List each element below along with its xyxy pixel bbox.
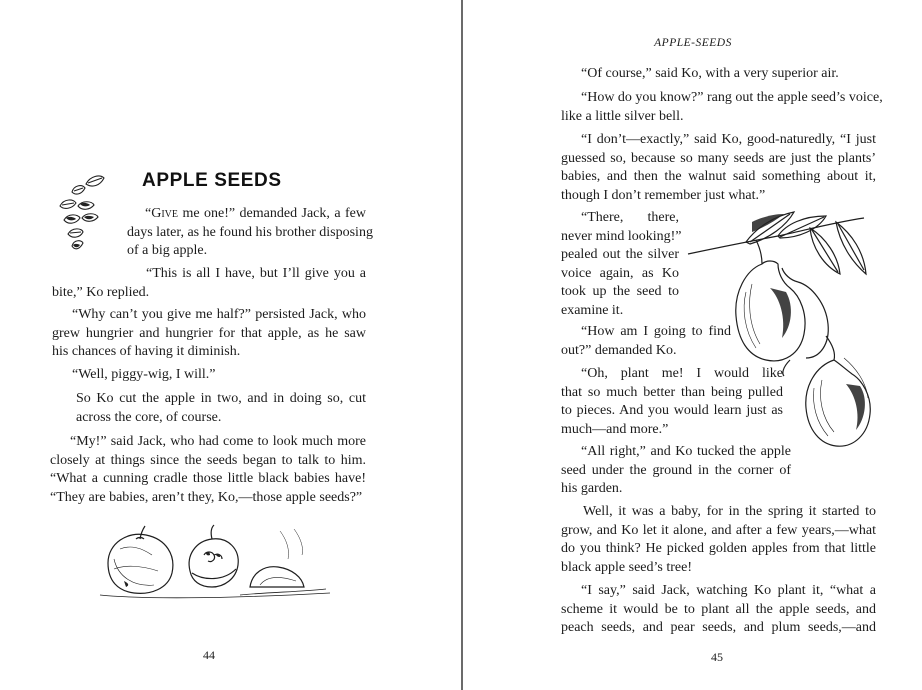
paragraph: Well, it was a baby, for in the spring it started to grow, and Ko let it alone, and after a few years,—what do you think? He picked golden apples from that little black apple seed’s tree! (561, 504, 876, 575)
page-gutter (461, 0, 463, 690)
paragraph: “There, there, never mind looking!” pealed out the silver voice again, as Ko took up the seed to examine it. (561, 210, 682, 318)
paragraph: “Give me one!” demanded Jack, a few days later, as he found his brother disposing of a big apple. (127, 206, 373, 258)
paragraph: “All right,” and Ko tucked the apple seed under the ground in the corner of his garden. (561, 444, 791, 496)
paragraph: “I say,” said Jack, watching Ko plant it, “what a scheme it would be to plant all the apple seeds, and peach seeds, and pear seeds, and plum seeds,—and (561, 583, 876, 635)
right-page (464, 0, 922, 690)
page-number: 44 (203, 648, 215, 662)
apple-seeds-ornament-icon (50, 172, 112, 256)
chapter-title: APPLE SEEDS (142, 170, 282, 191)
paragraph: “Of course,” said Ko, with a very superior air. (581, 66, 839, 81)
smallcaps-opening: Give (151, 206, 178, 221)
page-number: 45 (711, 650, 723, 664)
paragraph: “How do you know?” rang out the apple seed’s voice, like a little silver bell. (561, 90, 883, 124)
pear-branch-illustration-icon (686, 208, 876, 454)
paragraph: “Why can’t you give me half?” persisted Jack, who grew hungrier and hungrier for that apple, as he saw his chances of having it diminish. (52, 307, 366, 359)
paragraph: “My!” said Jack, who had come to look much more closely at things since the seeds began to talk to him. “What a cunning cradle those little black babies have! “They are babies, aren’t they, Ko,—those apple seeds?” (50, 434, 366, 505)
paragraph: So Ko cut the apple in two, and in doing so, cut across the core, of course. (76, 391, 366, 425)
paragraph: “This is all I have, but I’ll give you a bite,” Ko replied. (52, 266, 366, 300)
paragraph: “I don’t—exactly,” said Ko, good-naturedly, “I just guessed so, because so many seeds are just the plants’ babies, and then the walnut said something about it, though I don’t remember just what.” (561, 132, 876, 203)
paragraph: “How am I going to find out?” demanded Ko. (561, 324, 731, 358)
paragraph: “Oh, plant me! I would like that so much better than being pulled to pieces. And you would learn just as much—and more.” (561, 366, 783, 437)
running-head: APPLE-SEEDS (654, 37, 732, 49)
paragraph: “Well, piggy-wig, I will.” (72, 367, 216, 382)
cut-apple-illustration-icon (100, 525, 330, 603)
